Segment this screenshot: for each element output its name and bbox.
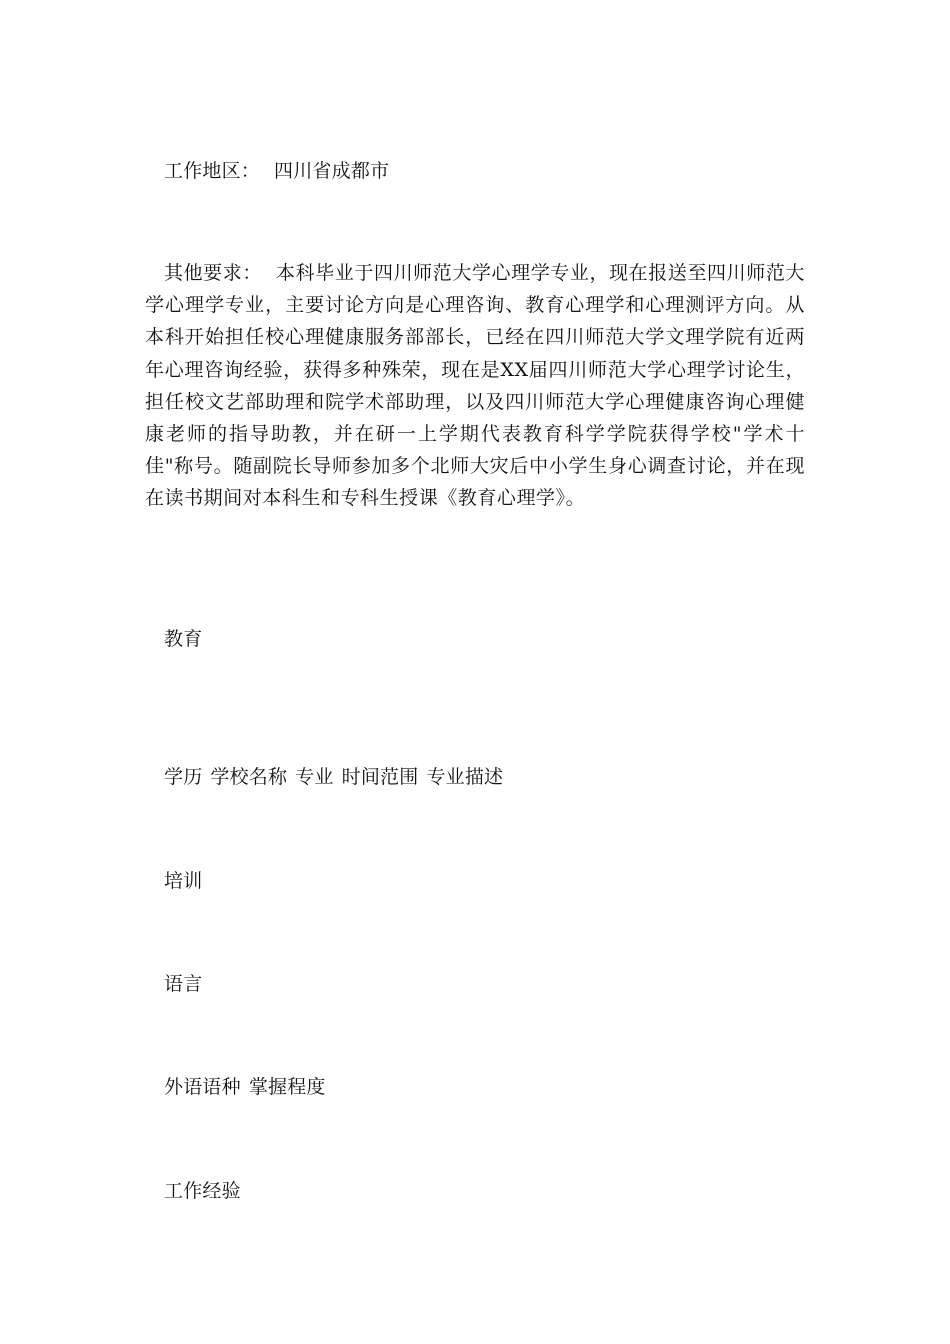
education-heading: 教育 <box>164 628 203 650</box>
language-columns-row <box>145 1071 326 1103</box>
education-col-period: 时间范围 <box>341 766 419 788</box>
other-requirements-text: 本科毕业于四川师范大学心理学专业，现在报送至四川师范大学心理学专业，主要讨论方向是心理咨询、教育心理学和心理测评方向。从本科开始担任校心理健康服务部部长，已经在四川师范大学文理学院有近两年心理咨询经验，获得多种殊荣，现在是XX届四川师范大学心理学讨论生，担任校文艺部助理和院学术部助理，以及四川师范大学心理健康咨询心理健康老师的指导助教，并在研一上学期代表教育科学学院获得学校"学术十佳"称号。随副院长导师参加多个北师大灾后中小学生身心调查讨论，并在现在读书期间对本科生和专科生授课《教育心理学》。 <box>145 262 805 510</box>
training-heading: 培训 <box>164 870 203 892</box>
work-experience-heading: 工作经验 <box>164 1180 241 1202</box>
other-requirements-paragraph <box>145 257 805 515</box>
education-col-school: 学校名称 <box>210 766 288 788</box>
work-area-label: 工作地区： <box>164 160 261 182</box>
language-col-level: 掌握程度 <box>248 1076 326 1098</box>
education-col-description: 专业描述 <box>426 766 504 788</box>
work-area-value: 四川省成都市 <box>274 160 390 182</box>
language-heading: 语言 <box>164 973 203 995</box>
work-area-line <box>145 155 389 187</box>
education-col-major: 专业 <box>295 766 334 788</box>
education-col-degree: 学历 <box>164 766 203 788</box>
education-columns-row <box>145 761 503 793</box>
other-requirements-label: 其他要求： <box>164 262 262 284</box>
language-col-type: 外语语种 <box>164 1076 241 1098</box>
